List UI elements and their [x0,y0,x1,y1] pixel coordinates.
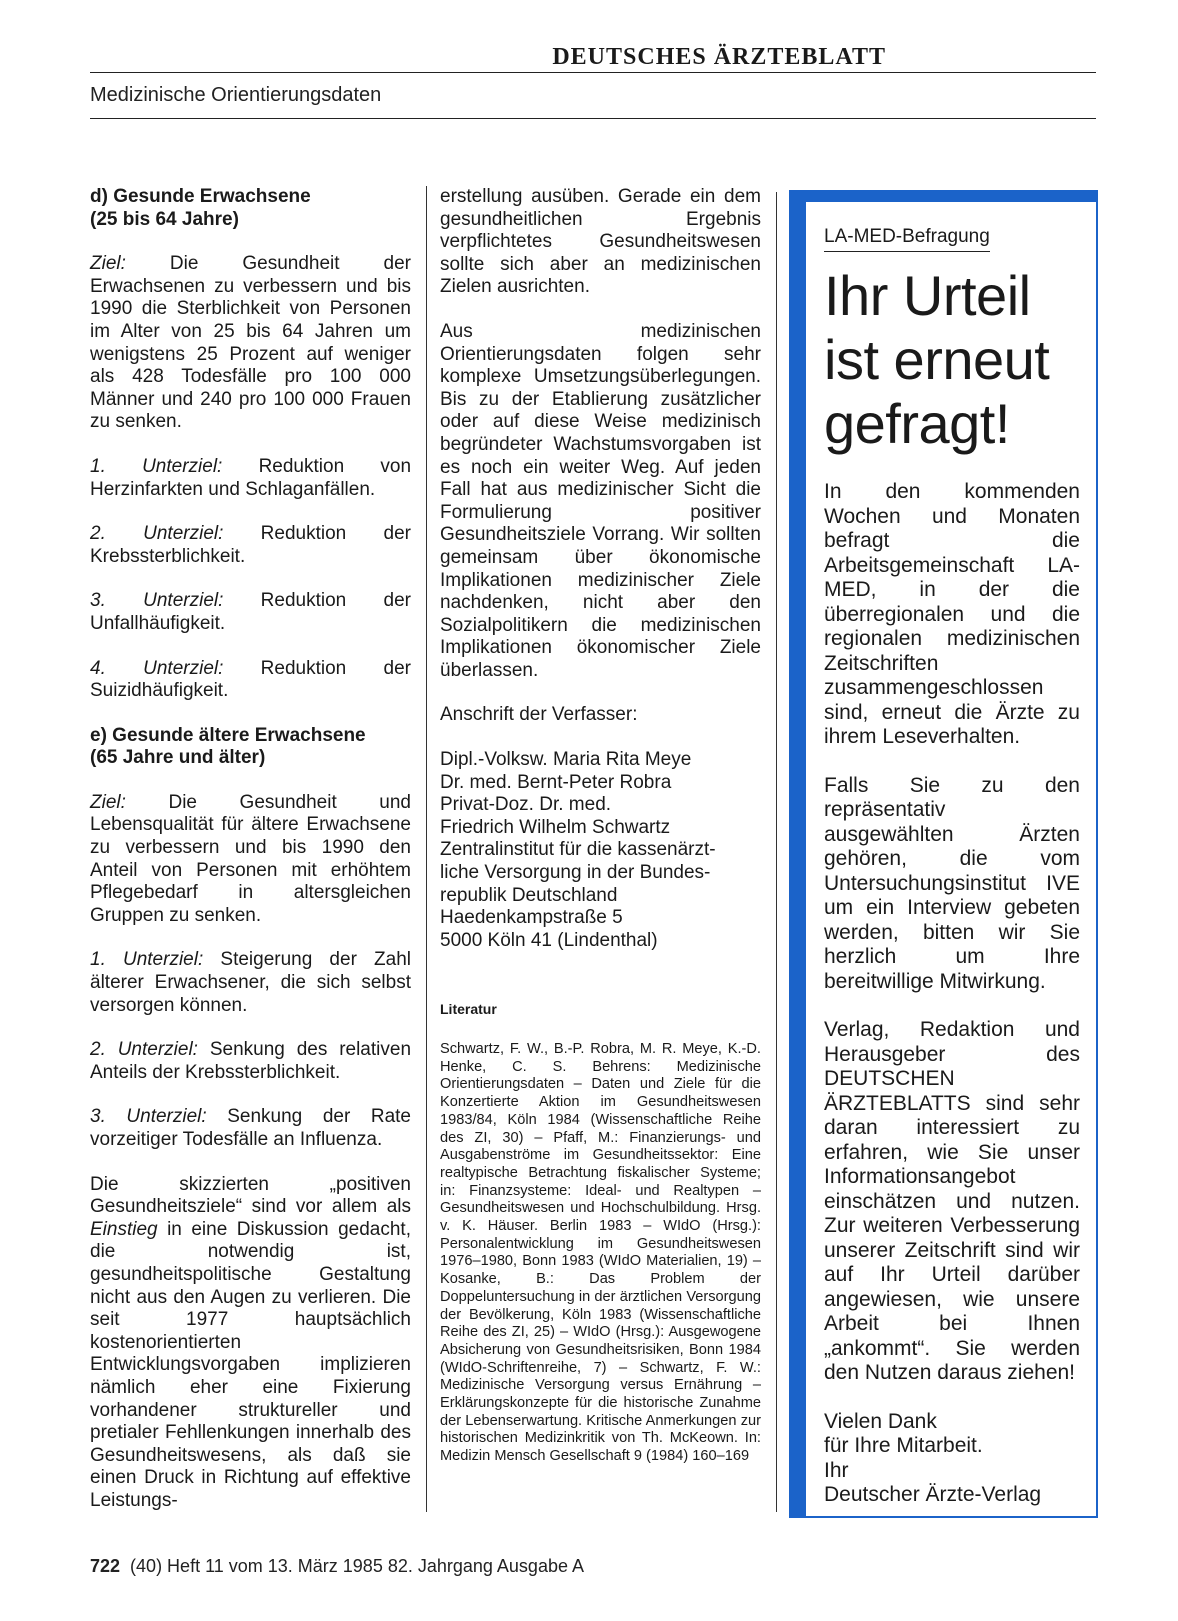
column-divider [776,192,777,1512]
signature-line: Deutscher Ärzte-Verlag [824,1483,1042,1506]
goal-paragraph [90,253,411,434]
signature-line: für Ihre Mitarbeit. [824,1434,983,1457]
subgoal-paragraph [90,456,411,501]
emphasis-text: Einstieg [90,1218,158,1240]
subgoal-paragraph [90,658,411,703]
subgoal-paragraph [90,590,411,635]
address-line: Zentralinstitut für die kassenärzt- [440,839,716,861]
goal-text: Die Gesundheit der Erwachsenen zu verbessern und bis 1990 die Sterblichkeit von Personen im Alter von 25 bis 64 Jahren um wenigstens 25 Prozent auf weniger als 428 Todesfälle pro 100 000 Männer und 240 pro 100 000 Frauen zu senken. [90,253,411,433]
title-line: Ihr Urteil [824,264,1031,327]
literature-references: Schwartz, F. W., B.-P. Robra, M. R. Meye, K.-D. Henke, C. S. Behrens: Medizinische Orientierungsdaten – Daten und Ziele für die Konzertierte Aktion im Gesundheitswesen 1983/84, Köln 1984 (Wissenschaftliche Reihe des ZI, 30) – Pfaff, M.: Finanzierungs- und Ausgabenströme im Gesundheitssektor: Eine realtypische Betrachtung fiskalischer Systeme; in: Finanzsysteme: Ideal- und Realtypen – Gesundheitswesen und Hochschulbildung. Hrsg. v. K. Häuser. Berlin 1983 – WIdO (Hrsg.): Personalentwicklung im Gesundheitswesen 1976–1980, Bonn 1983 (WIdO Materialien, 19) – Kosanke, B.: Das Problem der Doppeluntersuchung in der ärztlichen Versorgung der Bevölkerung, Köln 1983 (Wissenschaftliche Reihe des ZI, 25) – WIdO (Hrsg.): Ausgewogene Absicherung von Gesundheitsrisiken, Bonn 1984 (WIdO-Schriftenreihe, 7) – Schwartz, F. W.: Medizinische Versorgung versus Ernährung – Erklärungskonzepte für die historische Zunahme der Lebenserwartung. Kritische Anmerkungen zur historischen Medizinkritik von Th. McKeown. In: Medizin Mensch Gesellschaft 9 (1984) 160–169 [440,1041,761,1465]
body-paragraph: Aus medizinischen Orientierungsdaten folgen sehr komplexe Umsetzungsüberlegungen. Bis zu der Etablierung zusätzlicher oder auf diese Weise medizinisch begründeter Wachstumsvorgaben ist es noch ein weiter Weg. Auf jeden Fall hat aus medizinischer Sicht die Formulierung positiver Gesundheitsziele Vorrang. Wir sollten gemeinsam über ökonomische Implikationen medizinischer Ziele nachdenken, nicht aber den Sozialpolitikern die medizinischen Implikationen ökonomischer Ziele überlassen. [440,320,761,681]
subgoal-paragraph [90,523,411,568]
address-line: Dr. med. Bernt-Peter Robra [440,771,672,793]
notice-paragraph: In den kommenden Wochen und Monaten befragt die Arbeitsgemeinschaft LA-MED, in der die überregionalen und die regionalen medizinischen Zeitschriften zusammengeschlossen sind, erneut die Ärzte zu ihrem Leseverhalten. [824,480,1080,748]
body-paragraph: erstellung ausüben. Gerade ein dem gesundheitlichen Ergebnis verpflichtetes Gesundheitswesen sollte sich aber an medizinischen Zielen ausrichten. [440,186,761,298]
heading-line: e) Gesunde ältere Erwachsene [90,724,366,746]
subgoal-label: 2. Unterziel: [90,1039,198,1061]
notice-box [806,202,1096,1516]
title-line: ist erneut [824,328,1050,391]
body-text: Die skizzierten „positiven Gesundheitsziele“ sind vor allem als [90,1173,411,1218]
notice-paragraph: Verlag, Redaktion und Herausgeber des DEUTSCHEN ÄRZTEBLATTS sind sehr daran interessiert zu erfahren, wie Sie unser Informationsangebot einschätzen und nutzen. Zur weiteren Verbesserung unserer Zeitschrift sind wir auf Ihr Urteil darüber angewiesen, wie unsere Arbeit bei Ihnen „ankommt“. Sie werden den Nutzen daraus ziehen! [824,1018,1080,1384]
page-number: 722 [90,1556,121,1576]
subgoal-text: Reduktion der Unfallhäufigkeit. [90,590,411,634]
notice-kicker: LA-MED-Befragung [824,226,990,252]
column-middle [440,186,761,1466]
signature-line: Ihr [824,1458,849,1482]
header-rule-top [90,72,1096,73]
heading-older-adults [90,725,411,770]
address-line: 5000 Köln 41 (Lindenthal) [440,929,658,951]
heading-line: (25 bis 64 Jahre) [90,208,239,230]
section-title: Medizinische Orientierungsdaten [90,84,382,106]
address-line: liche Versorgung in der Bundes- [440,862,711,884]
subgoal-paragraph [90,1039,411,1084]
address-line: Haedenkampstraße 5 [440,907,623,929]
body-paragraph [90,1174,411,1513]
author-address [440,749,761,952]
column-left [90,186,411,1513]
body-text: in eine Diskussion gedacht, die notwendig ist, gesundheitspolitische Gestaltung nicht aus den Augen zu verlieren. Die seit 1977 hauptsächlich kostenorientierten Entwicklungsvorgaben implizieren nämlich eher eine Fixierung vorhandener struktureller und pretialer Fehllenkungen innerhalb des Gesundheitswesens, als daß sie einen Druck in Richtung auf effektive Leistungs- [90,1218,411,1511]
notice-title [824,264,1080,456]
subgoal-text: Reduktion der Krebssterblichkeit. [90,523,411,567]
subgoal-label: 2. Unterziel: [90,523,224,545]
subgoal-label: 3. Unterziel: [90,590,224,612]
heading-line: (65 Jahre und älter) [90,747,266,769]
signature-line: Vielen Dank [824,1409,937,1433]
header-rule-bottom [90,118,1096,119]
notice-paragraph: Falls Sie zu den repräsentativ ausgewählten Ärzten gehören, die vom Untersuchungsinstitut IVE um ein Interview gebeten werden, bitten wir Sie herzlich um Ihre bereitwillige Mitwirkung. [824,773,1080,993]
subgoal-paragraph [90,1106,411,1151]
literature-heading: Literatur [440,1001,497,1018]
page-footer [90,1556,584,1577]
goal-label: Ziel: [90,253,126,275]
title-line: gefragt! [824,392,1010,455]
address-label: Anschrift der Verfasser: [440,704,638,726]
address-line: Friedrich Wilhelm Schwartz [440,816,671,838]
issue-info: (40) Heft 11 vom 13. März 1985 82. Jahrgang Ausgabe A [130,1556,584,1576]
subgoal-text: Senkung des relativen Anteils der Krebssterblichkeit. [90,1039,412,1083]
address-line: Privat-Doz. Dr. med. [440,794,612,816]
journal-masthead: DEUTSCHES ÄRZTEBLATT [552,44,886,70]
subgoal-text: Steigerung der Zahl älterer Erwachsener, die sich selbst versorgen können. [90,949,411,1016]
heading-line: d) Gesunde Erwachsene [90,186,311,207]
goal-paragraph [90,792,411,928]
address-line: Dipl.-Volksw. Maria Rita Meye [440,749,692,771]
subgoal-paragraph [90,949,411,1017]
notice-body [824,480,1080,1386]
heading-healthy-adults [90,186,411,231]
goal-label: Ziel: [90,791,126,813]
subgoal-label: 1. Unterziel: [90,455,223,477]
subgoal-text: Reduktion der Suizidhäufigkeit. [90,657,411,702]
subgoal-label: 4. Unterziel: [90,657,224,679]
subgoal-text: Senkung der Rate vorzeitiger Todesfälle an Influenza. [90,1106,411,1150]
subgoal-label: 1. Unterziel: [90,949,204,971]
address-line: republik Deutschland [440,884,618,906]
subgoal-label: 3. Unterziel: [90,1106,207,1128]
goal-text: Die Gesundheit und Lebensqualität für ältere Erwachsene zu verbessern und bis 1990 den Anteil von Personen mit erhöhtem Pflegebedarf in altersgleichen Gruppen zu senken. [90,791,411,926]
subgoal-text: Reduktion von Herzinfarkten und Schlaganfällen. [90,455,412,500]
column-divider [426,186,427,1512]
notice-signature [824,1410,1080,1508]
